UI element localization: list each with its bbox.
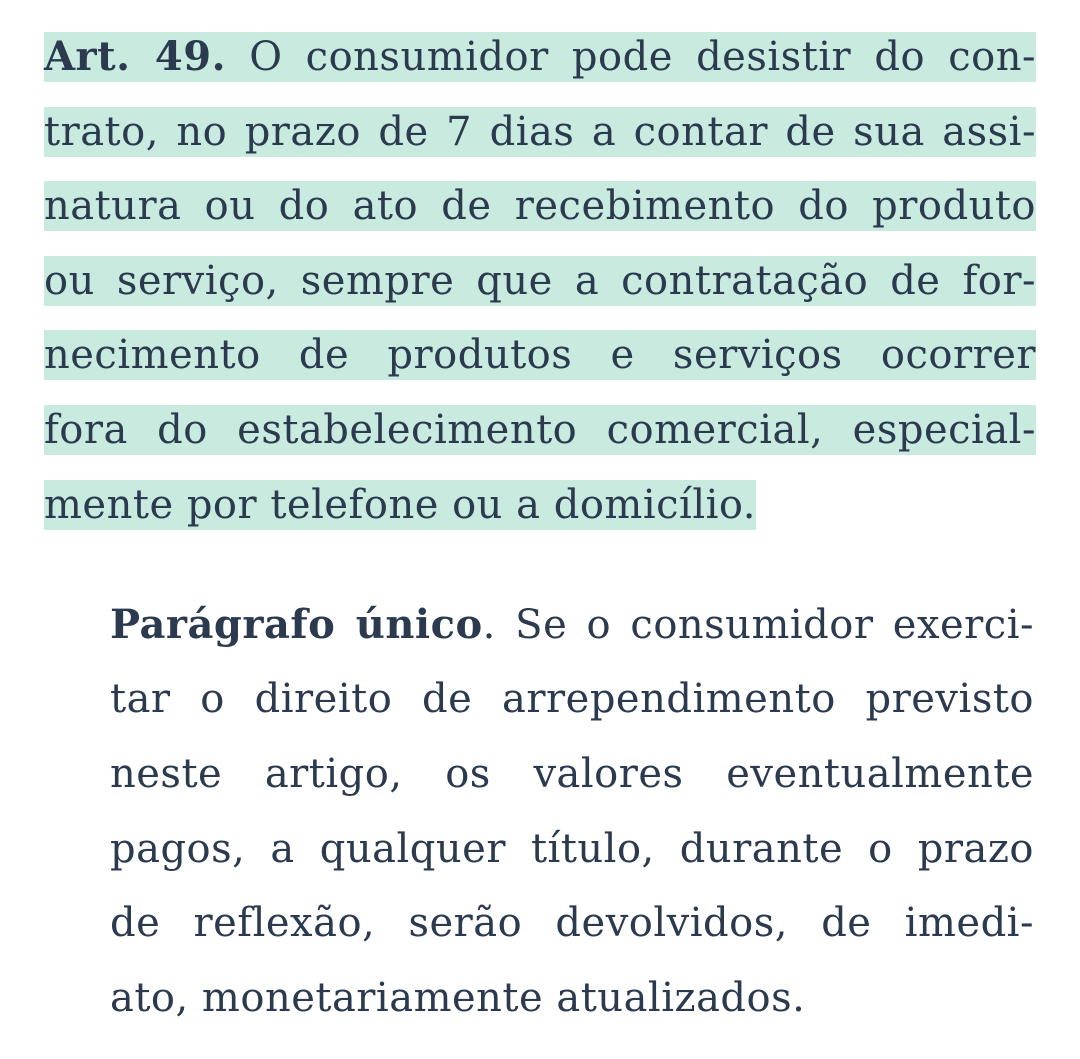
- paragraph-line-1: [110, 600, 1034, 650]
- paragraph-line-4: pagos, a qualquer título, durante o prazo: [110, 826, 1034, 872]
- article-line-3: natura ou do ato de recebimento do produto: [44, 183, 1036, 229]
- paragraph-line-2: tar o direito de arrependimento previsto: [110, 676, 1034, 722]
- article-line-4: ou serviço, sempre que a contratação de for-: [44, 258, 1036, 304]
- paragraph-line-5: de reflexão, serão devolvidos, de imedi-: [110, 900, 1034, 946]
- article-line-7: mente por telefone ou a domicílio.: [44, 482, 756, 528]
- article-label: Art. 49.: [44, 33, 226, 80]
- article-line-5: necimento de produtos e serviços ocorrer: [44, 332, 1036, 378]
- paragraph-line-3: neste artigo, os valores eventualmente: [110, 751, 1034, 797]
- article-text: O consumidor pode desistir do con-: [249, 34, 1036, 80]
- paragraph-label: Parágrafo único: [110, 601, 483, 648]
- article-line-2: trato, no prazo de 7 dias a contar de sua assi-: [44, 109, 1036, 155]
- paragraph-text: . Se o consumidor exerci-: [482, 602, 1035, 648]
- article-line-6: fora do estabelecimento comercial, especial-: [44, 407, 1036, 453]
- article-line-1: [44, 32, 1036, 82]
- paragraph-line-6: ato, monetariamente atualizados.: [110, 975, 806, 1021]
